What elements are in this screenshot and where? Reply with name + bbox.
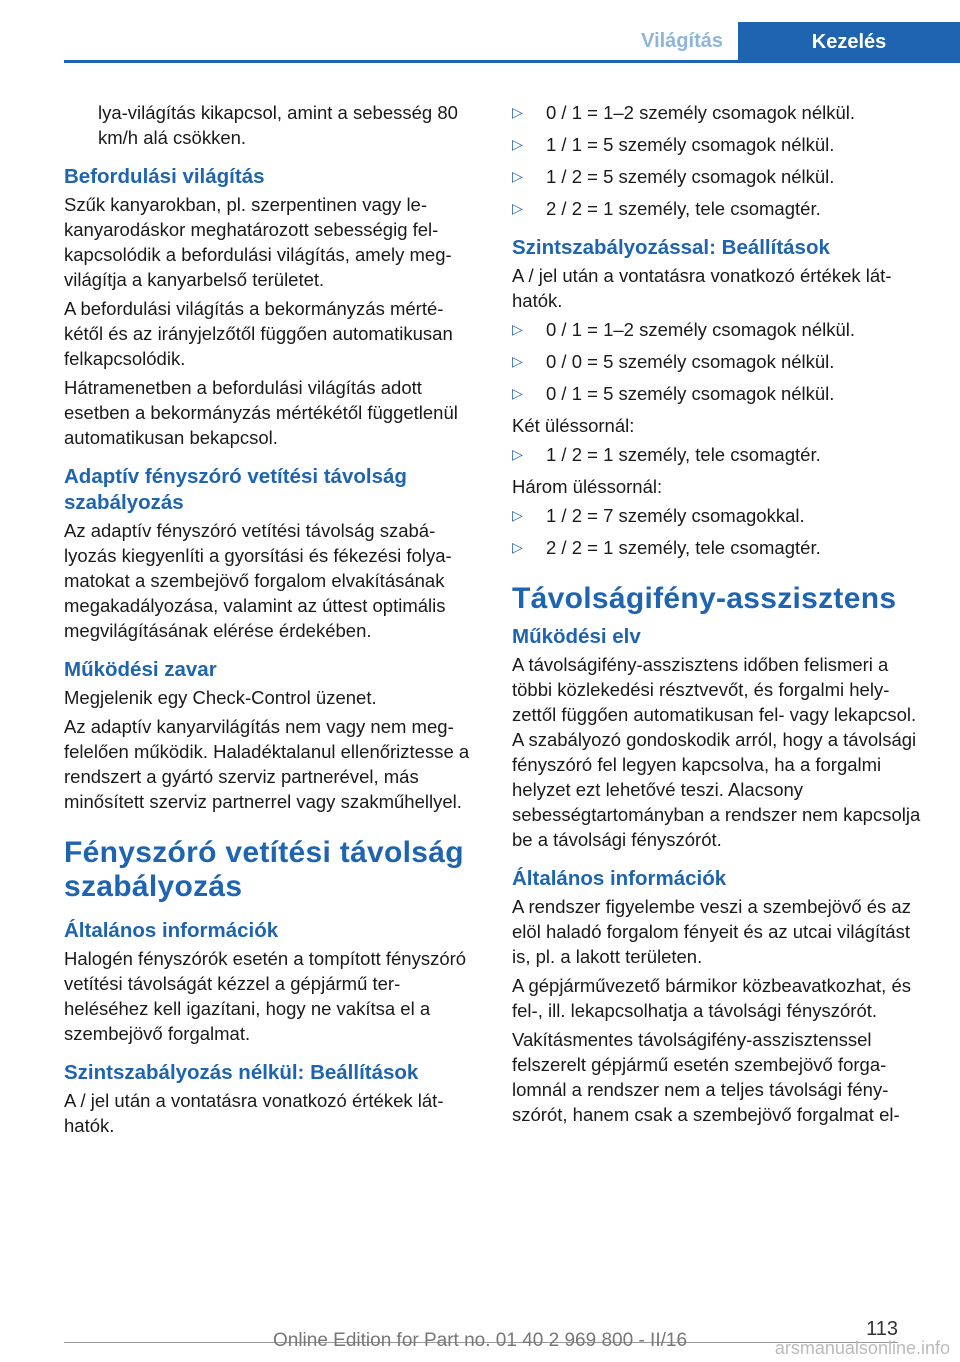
edition-text: Online Edition for Part no. 01 40 2 969 800 - II/16 (272, 1330, 688, 1351)
header-rule (64, 60, 960, 63)
triangle-right-icon: ▷ (512, 321, 523, 337)
triangle-right-icon: ▷ (512, 168, 523, 184)
heading-altalanos-2: Általános információk (512, 867, 727, 890)
heading-tavolsagifeny: Távolságifény-asszisztens (512, 582, 897, 615)
right-column (512, 100, 924, 1131)
triangle-right-icon: ▷ (512, 353, 523, 369)
list-item: ▷ 0 / 1 = 1–2 személy csomagok nélkül. (512, 319, 856, 340)
settings-list-4 (512, 503, 924, 560)
triangle-right-icon: ▷ (512, 507, 523, 523)
paragraph: Az adaptív fényszóró vetítési távolság szabályozás kiegyenlíti a gyorsítási és fékezési folyamatokat a szembejövő forgalom elvakításának megakadályozása, valamint az úttest optimális megvilágításának elérése érdekében. (64, 520, 452, 641)
list-item: ▷ 1 / 2 = 1 személy, tele csomagtér. (512, 444, 821, 465)
paragraph: Szűk kanyarokban, pl. szerpentinen vagy lekanyarodáskor meghatározott sebességig felkapcsolódik a befordulási világítás, amely megvilágítja a kanyarbelső területet. (64, 194, 452, 290)
triangle-right-icon: ▷ (512, 200, 523, 216)
heading-mukodesi-elv: Működési elv (512, 625, 641, 648)
header-section-title: Világítás (641, 30, 723, 52)
list-item: ▷ 0 / 1 = 5 személy csomagok nélkül. (512, 383, 835, 404)
paragraph: Hátramenetben a befordulási világítás adott esetben a bekormányzás mértékétől függetlenül automatikusan bekapcsol. (64, 377, 458, 448)
settings-list-1 (512, 100, 924, 221)
triangle-right-icon: ▷ (512, 446, 523, 462)
paragraph: Az adaptív kanyarvilágítás nem vagy nem megfelelően működik. Haladéktalanul ellenőriztesse a rendszert a gyártó szerviz partnerével, más minősített szerviz partnerrel vagy szakműhellyel. (64, 716, 470, 812)
list-item: ▷ 1 / 1 = 5 személy csomagok nélkül. (512, 134, 835, 155)
paragraph: Megjelenik egy Check-Control üzenet. (64, 687, 377, 708)
paragraph: Két üléssornál: (512, 415, 635, 436)
page-header (0, 0, 960, 62)
paragraph: A gépjárművezető bármikor közbeavatkozhat, és fel-, ill. lekapcsolhatja a távolsági fényszórót. (512, 975, 911, 1021)
paragraph: A rendszer figyelembe veszi a szembejövő és az elöl haladó forgalom fényeit és az utcai világítást is, pl. a lakott területen. (512, 896, 911, 967)
heading-altalanos: Általános információk (64, 919, 279, 942)
list-item: ▷ 0 / 0 = 5 személy csomagok nélkül. (512, 351, 835, 372)
paragraph: Három üléssornál: (512, 476, 663, 497)
heading-fenyszoro: Fényszóró vetítési távolság szabályozás (64, 836, 464, 903)
heading-adaptiv: Adaptív fényszóró vetítési távolság szabályozás (64, 465, 407, 514)
watermark: arsmanualsonline.info (774, 1338, 950, 1358)
paragraph: A / jel után a vontatásra vonatkozó értékek láthatók. (64, 1090, 444, 1136)
heading-befordulasi: Befordulási világítás (64, 165, 265, 188)
page-number: 113 (866, 1318, 898, 1340)
paragraph: Halogén fényszórók esetén a tompított fényszóró vetítési távolságát kézzel a gépjármű terheléséhez kell igazítani, hogy ne vakítsa el a szembejövő forgalmat. (64, 948, 467, 1044)
header-chapter-tab: Kezelés (738, 22, 960, 63)
list-item: ▷ 1 / 2 = 5 személy csomagok nélkül. (512, 166, 835, 187)
heading-mukodesi-zavar: Működési zavar (64, 658, 217, 681)
list-item: ▷ 2 / 2 = 1 személy, tele csomagtér. (512, 537, 821, 558)
paragraph: A befordulási világítás a bekormányzás mértékétől és az irányjelzőtől függően automatikusan felkapcsolódik. (64, 298, 453, 369)
list-item: ▷ 1 / 2 = 7 személy csomagokkal. (512, 505, 805, 526)
paragraph: A / jel után a vontatásra vonatkozó értékek láthatók. (512, 265, 892, 311)
settings-list-3 (512, 442, 924, 467)
triangle-right-icon: ▷ (512, 104, 523, 120)
paragraph: A távolságifény-asszisztens időben felismeri a többi közlekedési résztvevőt, és forgalmi helyzettől függően automatikusan fel- vagy lekapcsol. A szabályozó gondoskodik arról, hogy a távolsági fényszóró fel legyen kapcsolva, ha a forgalmi helyzet ezt lehetővé teszi. Alacsony sebességtartományban a rendszer nem kapcsolja be a távolsági fényszórót. (512, 654, 921, 850)
left-column (64, 100, 476, 1142)
settings-list-2 (512, 317, 924, 406)
triangle-right-icon: ▷ (512, 539, 523, 555)
heading-nelkul: Szintszabályozás nélkül: Beállítások (64, 1061, 419, 1084)
list-item: ▷ 2 / 2 = 1 személy, tele csomagtér. (512, 198, 821, 219)
triangle-right-icon: ▷ (512, 385, 523, 401)
paragraph: Vakításmentes távolságifény-asszisztenssel felszerelt gépjármű esetén szembejövő forgalomnál a rendszer nem a teljes távolsági fényszórót, hanem csak a szembejövő forgalmat el- (512, 1029, 900, 1125)
heading-szintszabalyozassal: Szintszabályozással: Beállítások (512, 236, 830, 259)
intro-paragraph: lya-világítás kikapcsol, amint a sebesség 80 km/h alá csökken. (98, 102, 458, 148)
triangle-right-icon: ▷ (512, 136, 523, 152)
list-item: ▷ 0 / 1 = 1–2 személy csomagok nélkül. (512, 102, 856, 123)
